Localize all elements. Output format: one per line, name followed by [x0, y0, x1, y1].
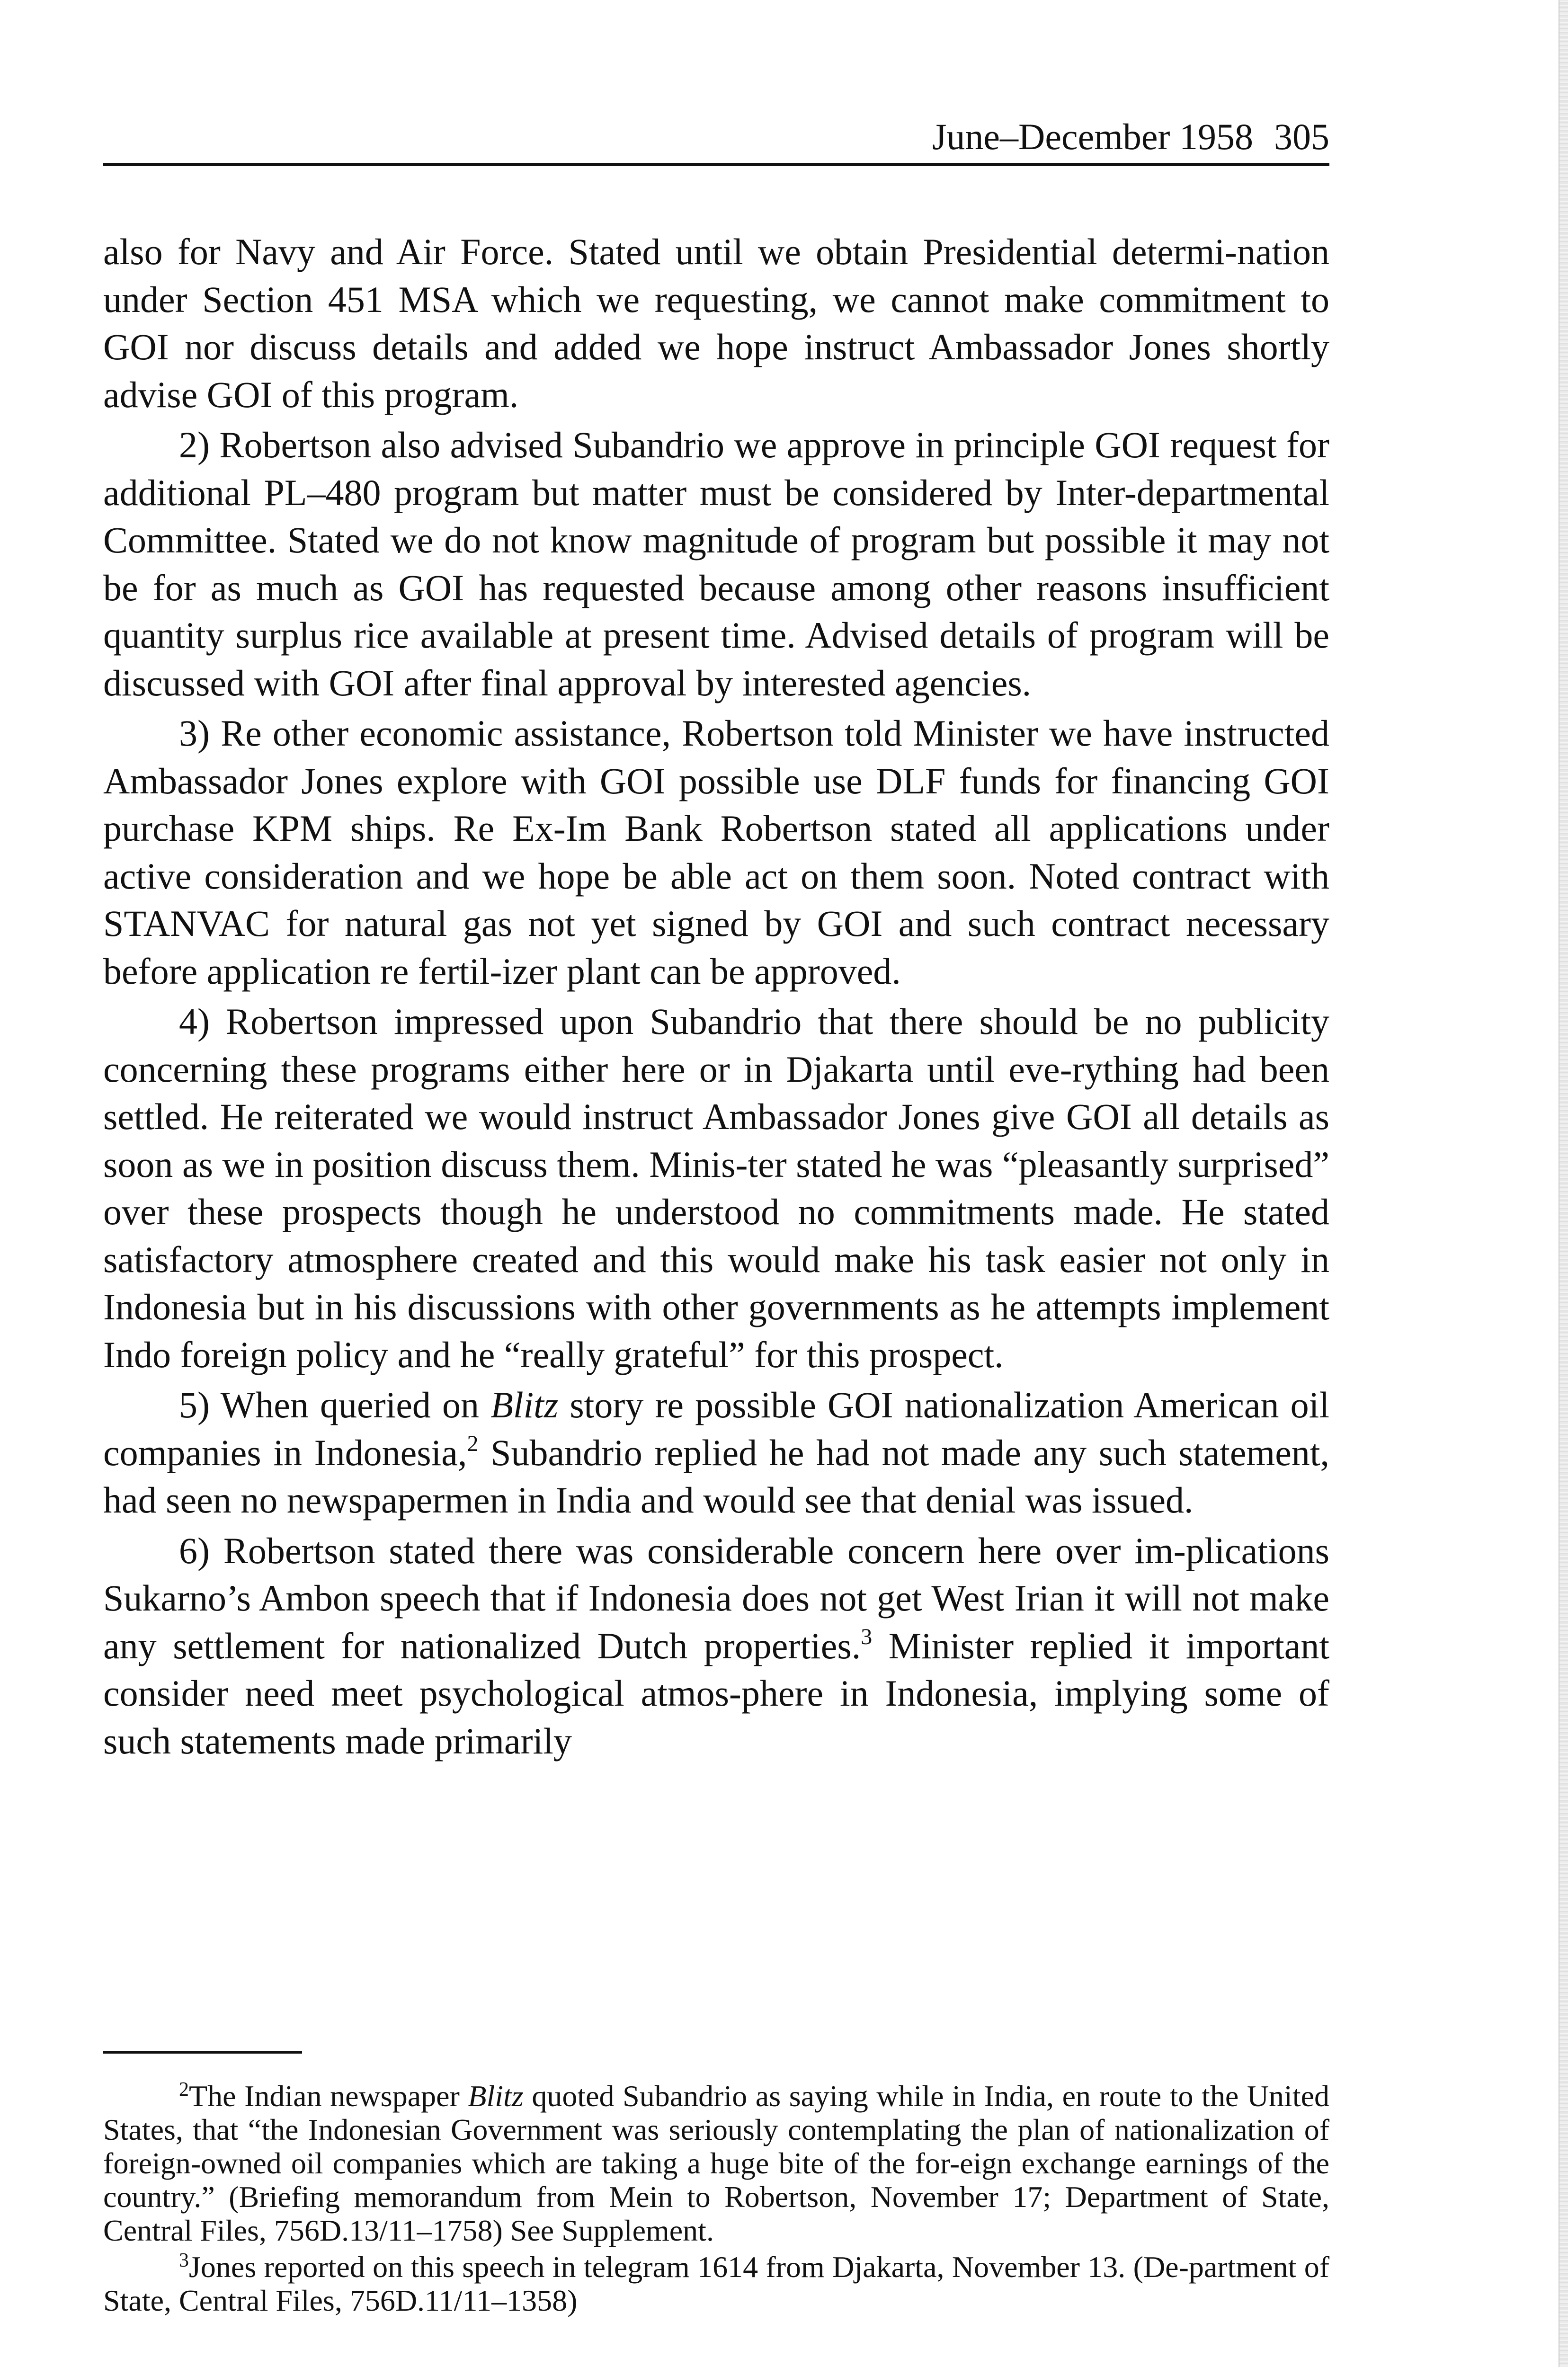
footnote-ref-3[interactable]: 3 [861, 1624, 873, 1649]
footnote-number: 2 [179, 2079, 189, 2100]
running-head [932, 118, 1329, 155]
paragraph-1: also for Navy and Air Force. Stated until we obtain Presidential determi-nation under Section 451 MSA which we requesting, we cannot make commitment to GOI nor discuss details and added we hope instruct Ambassador Jones shortly advise GOI of this program. [103, 231, 1329, 415]
header-rule [103, 163, 1329, 166]
paragraph-2: 2) Robertson also advised Subandrio we approve in principle GOI request for additional PL–480 program but matter must be considered by Inter-departmental Committee. Stated we do not know magnitude of program but possible it may not be for as much as GOI has requested because among other reasons insufficient quantity surplus rice available at present time. Advised details of program will be discussed with GOI after final approval by interested agencies. [103, 424, 1329, 703]
paragraph-4: 4) Robertson impressed upon Subandrio that there should be no publicity concerning these programs either here or in Djakarta until eve-rything had been settled. He reiterated we would instruct Ambassador Jones give GOI all details as soon as we in position discuss them. Minis-ter stated he was “pleasantly surprised” over these prospects though he understood no commitments made. He stated satisfactory atmosphere created and this would make his task easier not only in Indonesia but in his discussions with other governments as he attempts implement Indo foreign policy and he “really grateful” for this prospect. [103, 1001, 1329, 1375]
footnote-rule [103, 2051, 302, 2054]
paragraph-5: 5) When queried on Blitz story re possible GOI nationalization American oil companies in Indonesia,$^2$ Subandrio replied he had not made any such statement, had seen no newspapermen in India and would see that denial was issued. [103, 1384, 1330, 1521]
paragraph-6: 6) Robertson stated there was considerable concern here over im-plications Sukarno’s Ambon speech that if Indonesia does not get West Irian it will not make any settlement for nationalized Dutch properties.$^3$ Minister replied it important consider need meet psychological atmos-phere in Indonesia, implying some of such statements made primarily [103, 1530, 1330, 1762]
page-number: 305 [1274, 116, 1329, 157]
newspaper-title: Blitz [490, 1384, 559, 1425]
running-title: June–December 1958 [932, 116, 1253, 157]
footnote-3: $^3$Jones reported on this speech in telegram 1614 from Djakarta, November 13. (De-partment of State, Central Files, 756D.11/11–1358) [103, 2250, 1329, 2317]
footnotes [103, 2079, 1329, 2317]
footnote-ref-2[interactable]: 2 [467, 1431, 479, 1456]
body-text [103, 228, 1329, 1765]
paragraph-3: 3) Re other economic assistance, Robertson told Minister we have instructed Ambassador Jones explore with GOI possible use DLF funds for financing GOI purchase KPM ships. Re Ex-Im Bank Robertson stated all applications under active consideration and we hope be able act on them soon. Noted contract with STANVAC for natural gas not yet signed by GOI and such contract necessary before application re fertil-izer plant can be approved. [103, 712, 1329, 992]
newspaper-title: Blitz [468, 2079, 524, 2113]
scan-edge [1559, 0, 1568, 2367]
footnote-number: 3 [179, 2250, 189, 2271]
footnote-2: $^2$The Indian newspaper Blitz quoted Subandrio as saying while in India, en route to the United States, that “the Indonesian Government was seriously contemplating the plan of nationalization of foreign-owned oil companies which are taking a huge bite of the for-eign exchange earnings of the country.” (Briefing memorandum from Mein to Robertson, November 17; Department of State, Central Files, 756D.13/11–1758) See Supplement. [103, 2079, 1330, 2247]
